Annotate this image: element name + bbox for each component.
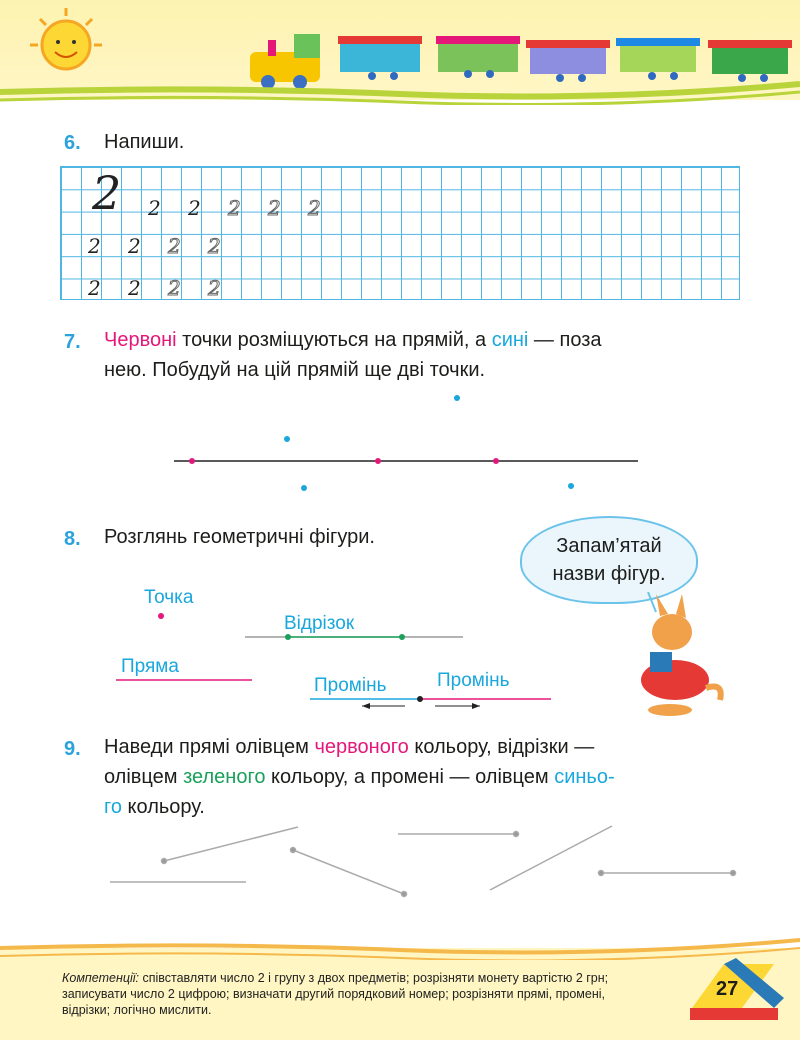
task-text bbox=[104, 325, 744, 355]
grid-digit-trace: 2 bbox=[208, 276, 221, 300]
task-text bbox=[104, 762, 744, 792]
text-part: кольору, відрізки — bbox=[408, 736, 595, 758]
text-part: олівцем bbox=[104, 766, 184, 788]
figures-diagram bbox=[0, 600, 800, 720]
label-segment: Відрізок bbox=[284, 613, 355, 634]
text-part: кольору. bbox=[121, 796, 205, 818]
line-with-points[interactable] bbox=[0, 380, 800, 500]
bubble-text: Запам’ятай bbox=[556, 535, 662, 557]
page-number: 27 bbox=[716, 978, 739, 1000]
blue-word: синьо- bbox=[554, 766, 615, 788]
label-ray-right: Промінь bbox=[437, 670, 510, 691]
grid-digit-trace: 2 bbox=[268, 196, 281, 220]
grid-digit: 2 bbox=[128, 276, 141, 300]
task-number: 8. bbox=[64, 528, 81, 550]
green-word: зеленого bbox=[183, 766, 266, 788]
grid-digit-trace: 2 bbox=[308, 196, 321, 220]
model-digit: 2 bbox=[92, 166, 122, 220]
competency-note bbox=[62, 970, 642, 1018]
text-part: точки розміщуються на прямій, а bbox=[176, 329, 492, 351]
sun-icon bbox=[42, 21, 90, 69]
header-illustration bbox=[0, 0, 800, 105]
train-icon bbox=[250, 34, 792, 89]
writing-grid[interactable] bbox=[60, 166, 740, 300]
blue-word: го bbox=[104, 796, 122, 818]
task-text-line2: нею. Побудуй на цій прямій ще дві точки. bbox=[104, 359, 486, 381]
grid-digit-trace: 2 bbox=[168, 276, 181, 300]
text-part: Наведи прямі олівцем bbox=[104, 736, 315, 758]
text-part: кольору, а промені — олівцем bbox=[265, 766, 555, 788]
grid-digit: 2 bbox=[188, 196, 201, 220]
task-number: 9. bbox=[64, 738, 81, 760]
footer-grass bbox=[0, 930, 800, 960]
grid-digit: 2 bbox=[148, 196, 161, 220]
grid-digit-trace: 2 bbox=[208, 234, 221, 258]
red-word: червоного bbox=[314, 736, 409, 758]
competency-label: Компетенції: bbox=[62, 971, 139, 985]
task-text bbox=[104, 732, 744, 762]
label-line: Пряма bbox=[121, 656, 179, 677]
grid-digit: 2 bbox=[128, 234, 141, 258]
lines-exercise[interactable] bbox=[0, 820, 800, 900]
task-title: Розглянь геометричні фігури. bbox=[104, 526, 375, 548]
bubble-text: назви фігур. bbox=[552, 563, 666, 585]
grid-digit: 2 bbox=[88, 276, 101, 300]
blue-word: сині bbox=[491, 329, 529, 351]
task-number: 6. bbox=[64, 132, 81, 154]
task-text bbox=[104, 792, 205, 822]
label-ray-left: Промінь bbox=[314, 675, 387, 696]
task-title: Напиши. bbox=[104, 131, 185, 153]
grid-digit-trace: 2 bbox=[168, 234, 181, 258]
grid-digit-trace: 2 bbox=[228, 196, 241, 220]
label-point: Точка bbox=[144, 587, 194, 608]
text-part: — поза bbox=[528, 329, 602, 351]
competency-text: співставляти число 2 і групу з двох предметів; розрізняти монету вартістю 2 грн; записувати число 2 цифрою; визначати другий порядковий номер; розрізняти прямі, промені, відрізки; логічно мислити. bbox=[62, 971, 609, 1017]
speech-bubble bbox=[520, 516, 698, 604]
grid-digit: 2 bbox=[88, 234, 101, 258]
task-number: 7. bbox=[64, 331, 81, 353]
red-word: Червоні bbox=[104, 329, 177, 351]
